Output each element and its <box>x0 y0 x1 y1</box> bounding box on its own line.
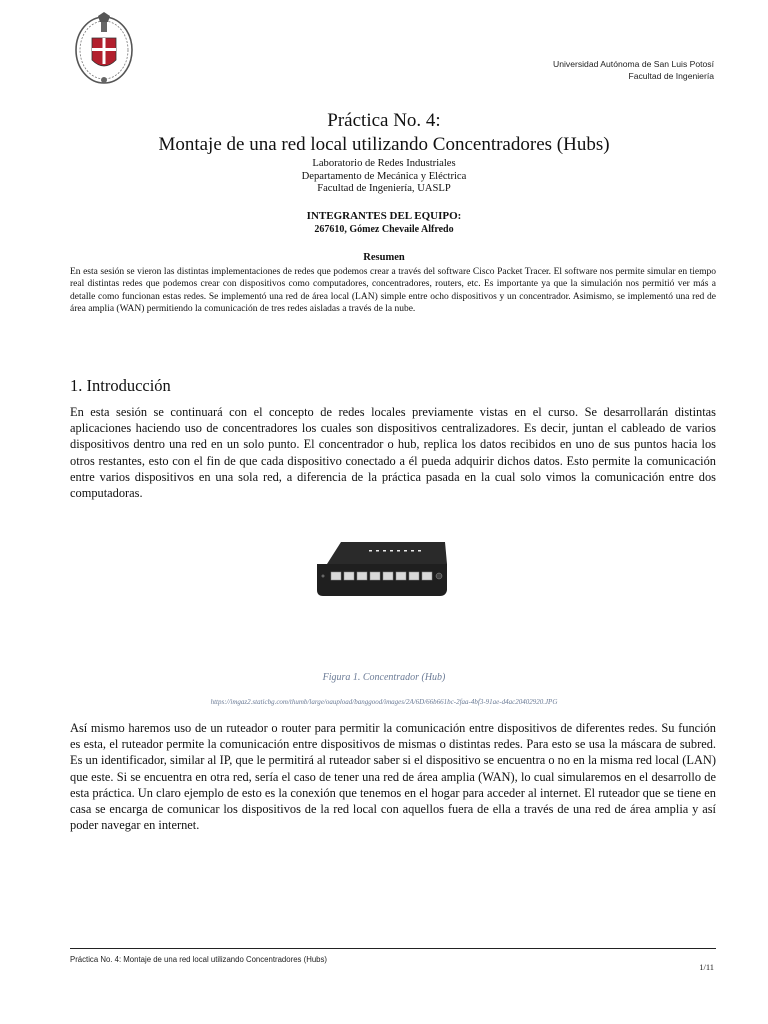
practice-number: Práctica No. 4: <box>327 110 441 131</box>
footer-title: Práctica No. 4: Montaje de una red local utilizando Concentradores (Hubs) <box>70 955 328 964</box>
abstract-heading: Resumen <box>363 252 405 263</box>
university-name: Universidad Autónoma de San Luis Potosí <box>553 59 714 69</box>
affiliation-block <box>0 158 768 196</box>
section-heading-introduction: 1. Introducción <box>70 376 171 395</box>
footer-divider <box>70 948 716 949</box>
faculty-name: Facultad de Ingeniería <box>628 71 714 81</box>
university-seal-icon <box>74 10 134 88</box>
page-number: 1/11 <box>699 962 714 972</box>
intro-paragraph-1: En esta sesión se continuará con el concepto de redes locales previamente vistas en el curso. Se desarrollarán distintas aplicaciones haciendo uso de concentradores los cuales son dispositivos centralizadores. Es decir, juntan el cableado de varios dispositivos dentro una red en un solo punto. El concentrador o hub, replica los datos recibidos en uno de sus puntos hacia los otros restantes, esto con el fin de que cada dispositivo conectado a él pueda adquirir dichos datos. Esto permite la comunicación entre varios dispositivos en una sola red, a diferencia de la práctica pasada en la cual solo vimos la comunicación entre dos computadoras. <box>70 405 716 501</box>
department-name: Departamento de Mecánica y Eléctrica <box>301 170 467 182</box>
faculty-affiliation: Facultad de Ingeniería, UASLP <box>317 183 451 194</box>
intro-paragraph-2: Así mismo haremos uso de un ruteador o router para permitir la comunicación entre dispositivos de diferentes redes. Su función es esta, el ruteador permite la comunicación entre dispositivos de mismas o distintas redes. Para esto se usa la máscara de subred. Es un identificador, similar al IP, que le permitirá al ruteador saber si el dispositivo se encuentra o no en la misma red local (LAN) que este. Si se encuentra en otra red, sería el caso de tener una red de área amplia (WAN), lo cual simularemos en el desarrollo de esta práctica. Un claro ejemplo de esto es la conexión que tenemos en el hogar para acceder al internet. El ruteador que se tiene en casa se encarga de comunicar los dispositivos de la red local con aquellos fuera de ella a través de una red de área amplia y así poder navegar en internet. <box>70 721 716 833</box>
institution-header <box>553 58 714 82</box>
document-title: Montaje de una red local utilizando Concentradores (Hubs) <box>158 134 610 155</box>
network-hub-image <box>313 500 457 634</box>
abstract-text: En esta sesión se vieron las distintas implementaciones de redes que podemos crear a través del software Cisco Packet Tracer. El software nos permite simular en tiempo real distintas redes que podemos crear con dispositivos como computadores, concentradores, routers, etc. Es importante ya que la simulación nos permitió ver más a detalle como funcionan estas redes. Se implementó una red de área local (LAN) simple entre ocho dispositivos y un concentrador. Asimismo, se implementó una red de área amplia (WAN) permitiendo la comunicación de tres redes aisladas a través de la nube. <box>70 267 716 314</box>
team-member: 267610, Gómez Chevaile Alfredo <box>314 224 454 235</box>
lab-name: Laboratorio de Redes Industriales <box>312 158 456 169</box>
figure-source-url: https://imgaz2.staticbg.com/thumb/large/oaupload/banggood/images/2A/6D/66b661bc-2faa-4bf3-91ae-d4ac20402920.JPG <box>210 698 558 706</box>
team-heading: INTEGRANTES DEL EQUIPO: <box>306 210 462 222</box>
figure-caption: Figura 1. Concentrador (Hub) <box>322 672 446 683</box>
